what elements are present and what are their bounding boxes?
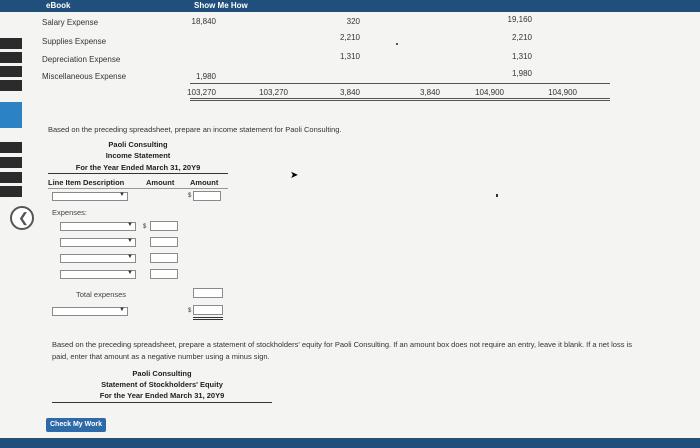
cell: 1,980	[511, 69, 532, 78]
cell: 18,840	[191, 17, 216, 26]
cell: 19,160	[507, 15, 532, 24]
double-underline	[193, 317, 223, 318]
cell: 320	[346, 17, 360, 26]
line-item-select[interactable]	[52, 192, 128, 201]
divider	[190, 83, 610, 84]
expenses-label: Expenses:	[52, 208, 88, 217]
chevron-down-icon: ▼	[127, 222, 133, 228]
statement-title: Income Statement	[105, 151, 171, 160]
nav-item[interactable]	[0, 38, 22, 49]
back-button[interactable]	[10, 206, 34, 230]
total-cell: 104,900	[548, 88, 577, 97]
currency-sign: $	[188, 193, 192, 199]
total-cell: 103,270	[259, 88, 288, 97]
divider	[52, 402, 272, 403]
equity-statement-period: For the Year Ended March 31, 20Y9	[99, 391, 225, 400]
equity-instruction: Based on the preceding spreadsheet, prepare a statement of stockholders' equity for Paoli Consulting. If an amount box does not require an entry, leave it blank. If a net loss is	[52, 340, 632, 349]
total-cell: 104,900	[475, 88, 504, 97]
nav-item[interactable]	[0, 142, 22, 153]
total-cell: 103,270	[187, 88, 216, 97]
chevron-down-icon: ▼	[119, 192, 125, 198]
equity-instruction-cont: paid, enter that amount as a negative number using a minus sign.	[52, 352, 270, 361]
chevron-down-icon: ▼	[127, 238, 133, 244]
col-amount-header: Amount	[146, 178, 175, 187]
chevron-down-icon: ▼	[119, 307, 125, 313]
expense-amount-input[interactable]	[150, 253, 178, 263]
cell: 1,310	[339, 52, 360, 61]
cell: 2,210	[339, 33, 360, 42]
divider	[190, 98, 610, 99]
cell: 1,310	[511, 52, 532, 61]
total-expenses-input[interactable]	[193, 288, 223, 298]
stray-mark	[496, 194, 498, 197]
ebook-link[interactable]: eBook	[46, 1, 71, 10]
nav-item[interactable]	[0, 80, 22, 91]
nav-item[interactable]	[0, 66, 22, 77]
expense-amount-input[interactable]	[150, 269, 178, 279]
nav-item[interactable]	[0, 52, 22, 63]
equity-statement-title: Statement of Stockholders' Equity	[101, 380, 223, 389]
divider	[48, 173, 228, 174]
income-instruction: Based on the preceding spreadsheet, prepare an income statement for Paoli Consulting.	[48, 125, 342, 134]
row-label: Salary Expense	[42, 18, 99, 27]
net-income-input[interactable]	[193, 305, 223, 315]
nav-item[interactable]	[0, 186, 22, 197]
col-desc-header: Line Item Description	[48, 178, 125, 187]
nav-item[interactable]	[0, 157, 22, 168]
total-cell: 3,840	[419, 88, 440, 97]
currency-sign: $	[143, 224, 147, 230]
stray-mark	[396, 43, 398, 45]
show-me-how-link[interactable]: Show Me How	[194, 1, 248, 10]
check-my-work-button[interactable]: Check My Work	[46, 418, 106, 432]
divider	[190, 100, 610, 101]
expense-select[interactable]	[60, 270, 136, 279]
expense-amount-input[interactable]	[150, 221, 178, 231]
company-name: Paoli Consulting	[108, 140, 168, 149]
equity-company-name: Paoli Consulting	[132, 369, 192, 378]
cell: 2,210	[511, 33, 532, 42]
net-income-select[interactable]	[52, 307, 128, 316]
worksheet-table	[40, 12, 700, 102]
cell: 1,980	[195, 72, 216, 81]
row-label: Supplies Expense	[42, 37, 107, 46]
expense-amount-input[interactable]	[150, 237, 178, 247]
currency-sign: $	[188, 308, 192, 314]
amount-input[interactable]	[193, 191, 221, 201]
left-navigation	[0, 12, 24, 222]
expense-select[interactable]	[60, 238, 136, 247]
col-amount-header: Amount	[190, 178, 219, 187]
nav-item[interactable]	[0, 172, 22, 183]
expense-select[interactable]	[60, 254, 136, 263]
divider	[48, 188, 228, 189]
chevron-down-icon: ▼	[127, 254, 133, 260]
chevron-left-icon: ❮	[18, 210, 29, 225]
chevron-down-icon: ▼	[127, 270, 133, 276]
mouse-cursor-icon: ➤	[290, 170, 299, 181]
statement-period: For the Year Ended March 31, 20Y9	[75, 163, 201, 172]
double-underline	[193, 319, 223, 320]
nav-item-active[interactable]	[0, 102, 22, 128]
expense-select[interactable]	[60, 222, 136, 231]
row-label: Depreciation Expense	[42, 55, 121, 64]
bottom-bar	[0, 438, 700, 448]
total-expenses-label: Total expenses	[76, 290, 127, 299]
top-toolbar	[0, 0, 700, 12]
total-cell: 3,840	[339, 88, 360, 97]
row-label: Miscellaneous Expense	[42, 72, 127, 81]
